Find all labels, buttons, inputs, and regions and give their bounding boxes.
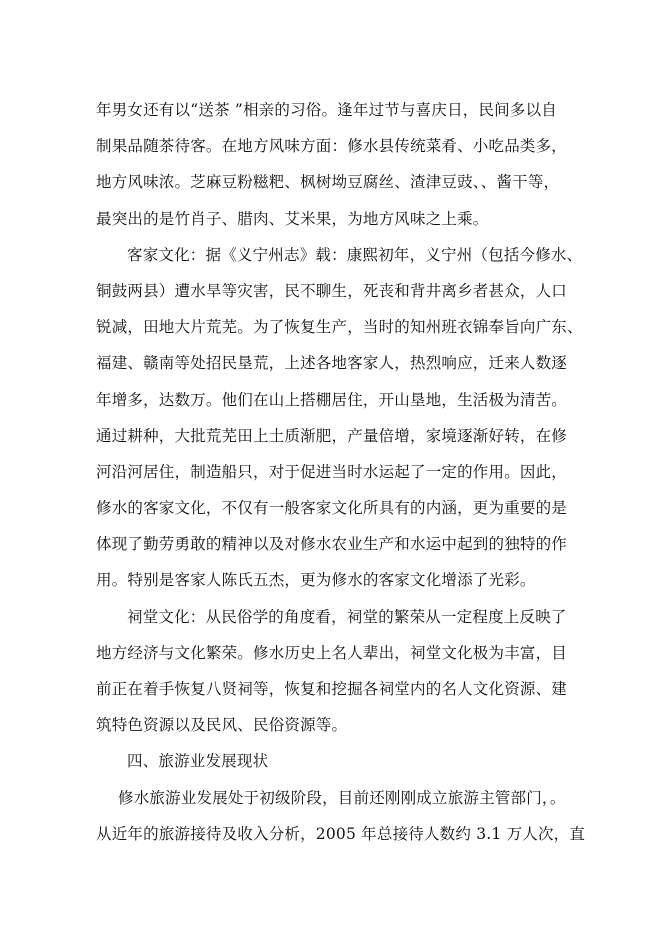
text-line-11: 河沿河居住，制造船只，对于促进当时水运起了一定的作用。因此， xyxy=(96,462,568,481)
paragraph-tourism-start: 修水旅游业发展处于初级阶段，目前还刚刚成立旅游主管部门，。 xyxy=(118,788,566,807)
document-page xyxy=(96,92,586,852)
text-line-4: 最突出的是竹肖子、腊肉、艾米果，为地方风味之上乘。 xyxy=(96,209,489,228)
paragraph-ancestral-hall-start: 祠堂文化：从民俗学的角度看，祠堂的繁荣从一定程度上反映了 xyxy=(127,607,567,626)
text-line-12: 修水的客家文化，不仅有一般客家文化所具有的内涵，更为重要的是 xyxy=(96,499,568,518)
paragraph-hakka-culture-start: 客家文化：据《义宁州志》载：康熙初年，义宁州（包括今修水、 xyxy=(127,245,583,264)
text-line-16: 地方经济与文化繁荣。修水历史上名人辈出，祠堂文化极为丰富，目 xyxy=(96,643,568,662)
text-line-18: 筑特色资源以及民风、民俗资源等。 xyxy=(96,716,348,735)
text-line-14: 用。特别是客家人陈氏五杰，更为修水的客家文化增添了光彩。 xyxy=(96,571,536,590)
text-line-7: 锐减，田地大片荒芜。为了恢复生产，当时的知州班衣锦奉旨向广东、 xyxy=(96,318,583,337)
text-line-1: 年男女还有以“送茶 ”相亲的习俗。逢年过节与喜庆日，民间多以自 xyxy=(96,101,557,119)
text-line-3: 地方风味浓。芝麻豆粉糍粑、枫树坳豆腐丝、渣津豆豉、、酱干等， xyxy=(96,173,560,192)
text-line-21: 从近年的旅游接待及收入分析，2005 年总接待人数约 3.1 万人次，直 xyxy=(96,824,586,843)
text-line-13: 体现了勤劳勇敢的精神以及对修水农业生产和水运中起到的独特的作 xyxy=(96,535,568,554)
text-line-6: 铜鼓两县）遭水旱等灾害，民不聊生，死丧和背井离乡者甚众，人口 xyxy=(96,281,568,300)
section-heading-tourism: 四、旅游业发展现状 xyxy=(127,752,269,771)
text-line-8: 福建、赣南等处招民垦荒，上述各地客家人，热烈响应，迁来人数逐 xyxy=(96,354,568,373)
text-line-9: 年增多，达数万。他们在山上搭棚居住，开山垦地，生活极为清苦。 xyxy=(96,390,568,409)
text-line-17: 前正在着手恢复八贤祠等，恢复和挖掘各祠堂内的名人文化资源、建 xyxy=(96,680,568,698)
text-line-10: 通过耕种，大批荒芜田上土质渐肥，产量倍增，家境逐渐好转，在修 xyxy=(96,426,568,445)
text-line-2: 制果品随茶待客。在地方风味方面：修水县传统菜肴、小吃品类多， xyxy=(96,137,568,156)
